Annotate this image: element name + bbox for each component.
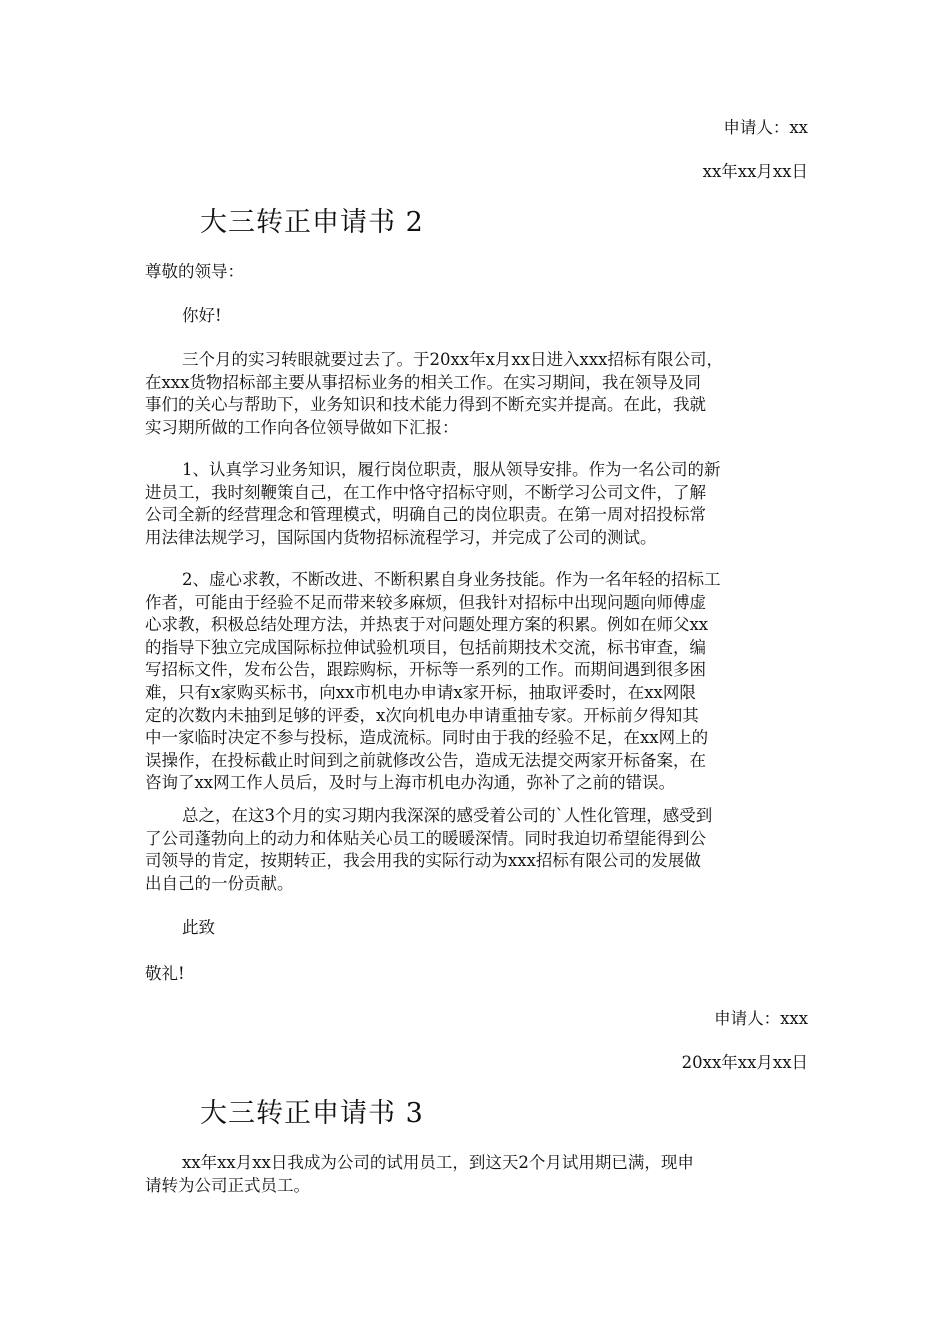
- text-line: 定的次数内未抽到足够的评委，x次向机电办申请重抽专家。开标前夕得知其: [145, 705, 699, 725]
- text-line: 三个月的实习转眼就要过去了。于20xx年x月xx日进入xxx招标有限公司，: [182, 350, 723, 369]
- section-title-2: 大三转正申请书 2: [200, 207, 424, 238]
- text-line: 请转为公司正式员工。: [145, 1175, 310, 1195]
- text-line: 2、虚心求教，不断改进、不断积累自身业务技能。作为一名年轻的招标工: [182, 570, 721, 589]
- text-line: xx年xx月xx日我成为公司的试用员工，到这天2个月试用期已满，现申: [182, 1153, 694, 1172]
- paragraph-point-1: [145, 459, 815, 549]
- text-line: 难，只有x家购买标书，向xx市机电办申请x家开标，抽取评委时，在xx网限: [145, 682, 696, 702]
- applicant-signature-2: 申请人：xxx: [714, 1009, 808, 1028]
- text-line: 的指导下独立完成国际标拉伸试验机项目，包括前期技术交流，标书审查，编: [145, 637, 706, 657]
- text-line: 了公司蓬勃向上的动力和体贴关心员工的暖暖深情。同时我迫切希望能得到公: [145, 828, 706, 848]
- closing-phrase: 此致: [182, 918, 215, 937]
- text-line: 出自己的一份贡献。: [145, 873, 294, 893]
- text-line: 咨询了xx网工作人员后，及时与上海市机电办沟通，弥补了之前的错误。: [145, 773, 676, 793]
- text-line: 误操作，在投标截止时间到之前就修改公告，造成无法提交两家开标备案，在: [145, 750, 706, 770]
- regards: 敬礼!: [145, 964, 185, 983]
- text-line: 写招标文件，发布公告，跟踪购标，开标等一系列的工作。而期间遇到很多困: [145, 660, 706, 680]
- text-line: 实习期所做的工作向各位领导做如下汇报：: [145, 417, 459, 437]
- paragraph-point-2: [145, 569, 815, 795]
- applicant-signature-1: 申请人：xx: [723, 118, 808, 137]
- text-line: 公司全新的经营理念和管理模式，明确自己的岗位职责。在第一周对招投标常: [145, 505, 706, 525]
- text-line: 在xxx货物招标部主要从事招标业务的相关工作。在实习期间，我在领导及同: [145, 372, 701, 392]
- section-title-3: 大三转正申请书 3: [200, 1098, 424, 1129]
- paragraph-intro: [145, 349, 815, 439]
- text-line: 作者，可能由于经验不足而带来较多麻烦，但我针对招标中出现问题向师傅虚: [145, 592, 706, 612]
- text-line: 司领导的肯定，按期转正，我会用我的实际行动为xxx招标有限公司的发展做: [145, 851, 701, 871]
- paragraph-conclusion: [145, 805, 815, 895]
- text-line: 1、认真学习业务知识，履行岗位职责，服从领导安排。作为一名公司的新: [182, 460, 721, 479]
- signature-date-2: 20xx年xx月xx日: [681, 1053, 808, 1072]
- text-line: 用法律法规学习，国际国内货物招标流程学习，并完成了公司的测试。: [145, 527, 657, 547]
- text-line: 进员工，我时刻鞭策自己，在工作中恪守招标守则，不断学习公司文件，了解: [145, 482, 706, 502]
- salutation: 尊敬的领导：: [145, 262, 244, 281]
- signature-date-1: xx年xx月xx日: [702, 162, 808, 181]
- text-line: 心求教，积极总结处理方法，并热衷于对问题处理方案的积累。例如在师父xx: [145, 615, 709, 635]
- text-line: 中一家临时决定不参与投标，造成流标。同时由于我的经验不足，在xx网上的: [145, 728, 709, 748]
- greeting: 你好!: [182, 306, 222, 325]
- text-line: 事们的关心与帮助下，业务知识和技术能力得到不断充实并提高。在此，我就: [145, 395, 706, 415]
- text-line: 总之，在这3个月的实习期内我深深的感受着公司的`人性化管理，感受到: [182, 806, 713, 825]
- paragraph-section3: [145, 1152, 815, 1197]
